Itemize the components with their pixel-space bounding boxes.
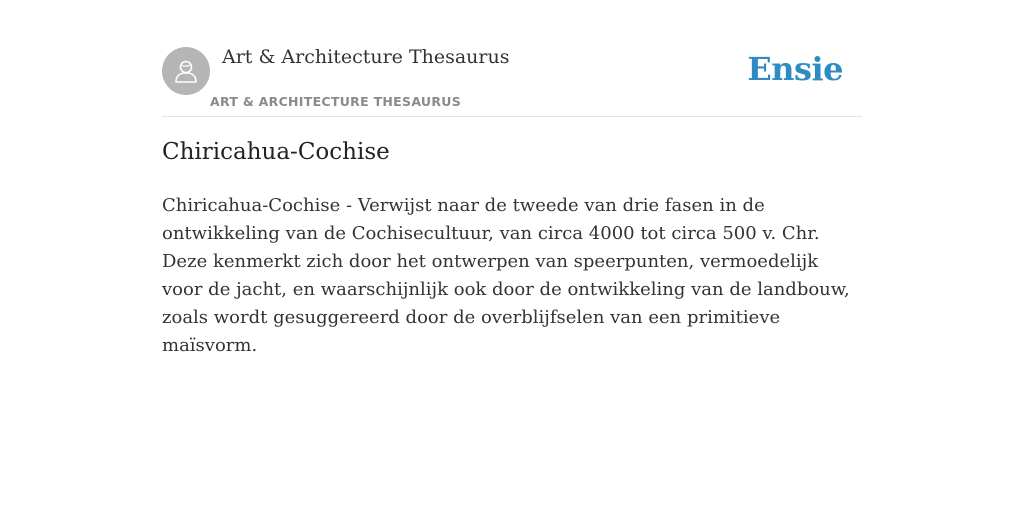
avatar[interactable] [162, 47, 210, 95]
source-label[interactable]: ART & ARCHITECTURE THESAURUS [210, 94, 462, 109]
author-name[interactable]: Art & Architecture Thesaurus [222, 46, 510, 68]
user-silhouette-icon [172, 57, 200, 85]
page-title: Chiricahua-Cochise [162, 139, 390, 165]
ensie-logo[interactable]: Ensie [747, 50, 843, 88]
header [162, 46, 862, 117]
definition-text: Chiricahua-Cochise - Verwijst naar de tweede van drie fasen in de ontwikkeling van de Cochisecultuur, van circa 4000 tot circa 500 v. Chr. Deze kenmerkt zich door het ontwerpen van speerpunten, vermoedelijk voor de jacht, en waarschijnlijk ook door de ontwikkeling van de landbouw, zoals wordt gesuggereerd door de overblijfselen van een primitieve maïsvorm. [162, 195, 850, 356]
